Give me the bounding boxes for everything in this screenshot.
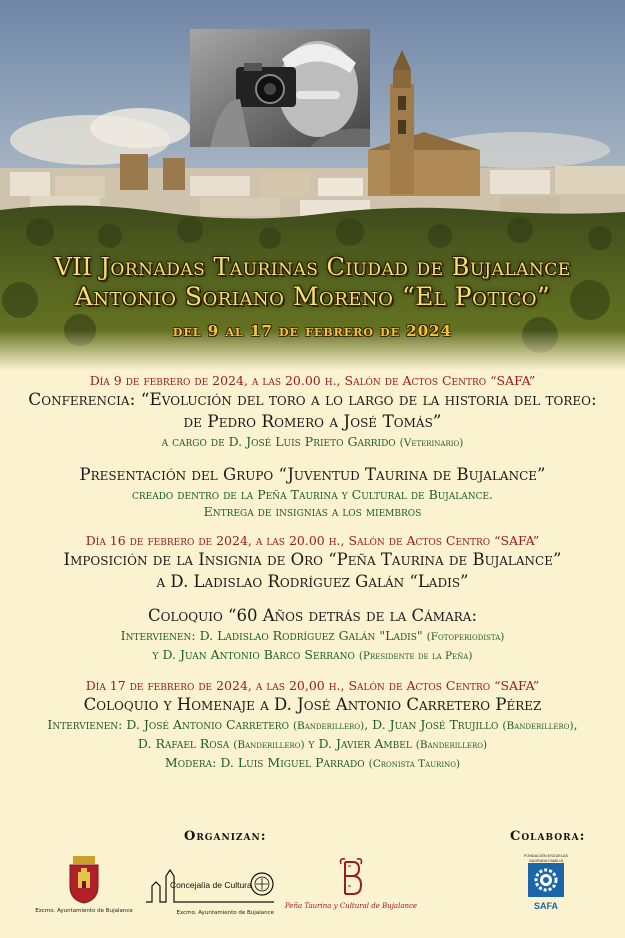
participant-barco-role: (Presidente de la Peña) (358, 650, 473, 662)
conference-speaker (0, 433, 625, 452)
day-1-header: Día 9 de febrero de 2024, a las 20.00 h., Salón de Actos Centro “SAFA” (89, 373, 536, 388)
safa-foundation-caption: FUNDACIÓN ESCUELAS SAGRADA FAMILIA (524, 854, 568, 863)
coloquio-camara-line2 (0, 646, 625, 665)
title-block (0, 252, 625, 340)
participant-ambel: y D. Javier Ambel (308, 736, 412, 751)
participant-carretero-role: (Banderillero) (292, 720, 365, 732)
event-title: VII Jornadas Taurinas Ciudad de Bujalance (54, 253, 571, 281)
moderator-line (0, 754, 625, 773)
speaker-name: a cargo de D. José Luis Prieto Garrido (161, 434, 396, 449)
speaker-role: (Veterinario) (399, 437, 464, 449)
safa-logo (524, 854, 568, 911)
participant-trujillo: , D. Juan José Trujillo (364, 717, 499, 732)
insignia-title-line2: a D. Ladislao Rodríguez Galán “Ladis” (156, 572, 469, 591)
presentation-title: Presentación del Grupo “Juventud Taurina de Bujalance” (79, 465, 546, 484)
participant-ambel-role: (Banderillero) (415, 739, 488, 751)
participant-ladis-role: (Fotoperiodista) (426, 631, 505, 643)
participant-rosa: D. Rafael Rosa (137, 736, 230, 751)
homenaje-title: Coloquio y Homenaje a D. José Antonio Carretero Pérez (83, 695, 542, 714)
presentation-line1: creado dentro de la Peña Taurina y Cultural de Bujalance. (131, 487, 494, 502)
cultura-caption: Excmo. Ayuntamiento de Bujalance (176, 910, 274, 916)
participant-rosa-role: (Banderillero) (233, 739, 305, 751)
participant-barco: y D. Juan Antonio Barco Serrano (152, 647, 355, 662)
bull-horns-b-icon (337, 856, 365, 898)
photographer-portrait (190, 29, 370, 147)
homenaje-line2 (0, 735, 625, 754)
program (0, 372, 625, 773)
day-2-header: Día 16 de febrero de 2024, a las 20.00 h., Salón de Actos Centro “SAFA” (85, 533, 540, 548)
pena-caption: Peña Taurina y Cultural de Bujalance (284, 902, 418, 910)
participant-trujillo-role: (Banderillero) (502, 720, 574, 732)
participant-carretero: Intervienen: D. José Antonio Carretero (47, 717, 289, 732)
pena-taurina-logo (284, 856, 418, 910)
participant-ladis: Intervienen: D. Ladislao Rodríguez Galán "Ladis" (120, 628, 423, 643)
coloquio-camara-line1 (0, 627, 625, 646)
homenaje-line1: Intervienen: D. José Antonio Carretero (Banderillero), D. Juan José Trujillo (Banderillero), (47, 717, 578, 732)
event-honoree: Antonio Soriano Moreno “El Potico” (74, 282, 551, 311)
safa-name: SAFA (533, 901, 558, 911)
conference-title-line1: Conferencia: “Evolución del toro a lo largo de la historia del toreo: (28, 390, 597, 410)
concejalia-cultura-logo (144, 866, 278, 916)
collaborators-heading: Colabora: (510, 829, 586, 844)
header-scene (0, 0, 625, 370)
cultura-title: Concejalía de Cultura (170, 880, 252, 890)
gear-icon (528, 863, 564, 897)
conference-title-line2: de Pedro Romero a José Tomás” (183, 412, 442, 432)
day-3-header: Día 17 de febrero de 2024, a las 20,00 h., Salón de Actos Centro “SAFA” (85, 678, 540, 693)
moderator: Modera: D. Luis Miguel Parrado (164, 755, 365, 770)
insignia-title-line1: Imposición de la Insignia de Oro “Peña Taurina de Bujalance” (63, 550, 562, 569)
coloquio-camara-title: Coloquio “60 Años detrás de la Cámara: (148, 606, 477, 625)
coat-of-arms-icon (67, 856, 101, 904)
ayuntamiento-caption: Excmo. Ayuntamiento de Bujalance (35, 908, 133, 914)
moderator-role: (Cronista Taurino) (368, 758, 461, 770)
presentation-line2: Entrega de insignias a los miembros (203, 504, 422, 519)
event-date-range: del 9 al 17 de febrero de 2024 (172, 322, 453, 340)
ayuntamiento-logo (34, 856, 134, 914)
organizers-heading: Organizan: (184, 829, 267, 844)
